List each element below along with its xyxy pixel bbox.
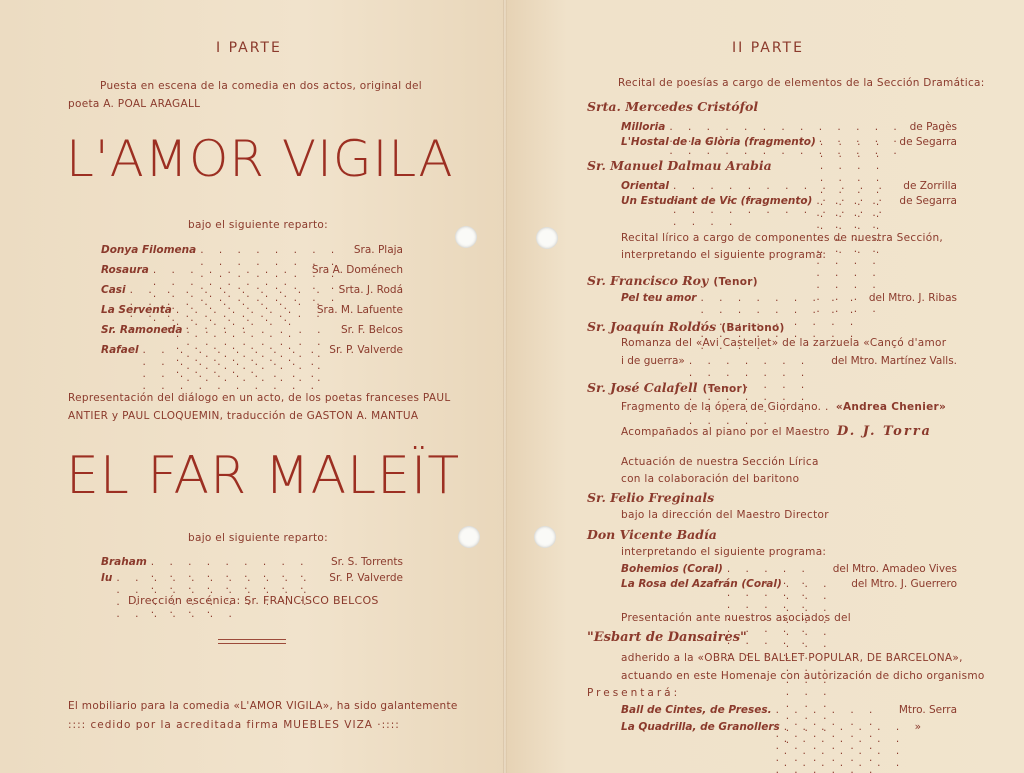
performer-name: Sr. Manuel Dalmau Arabia <box>587 158 772 173</box>
left-page <box>0 0 505 773</box>
footer-line-2: :::: cedido por la acreditada firma MUEBLES VIZA ·:::: <box>68 719 400 731</box>
right-page <box>505 0 1024 773</box>
punch-hole <box>534 526 556 548</box>
cast-actor: Sra A. Doménech <box>311 264 403 276</box>
cast-role: Sr. Ramoneda <box>101 324 183 336</box>
reparto-two: bajo el siguiente reparto: <box>188 532 328 544</box>
actuando-line: actuando en este Homenaje con autorización de dicho organismo <box>621 670 985 682</box>
fragmento-line: Fragmento de la ópera de Giordano. . «Andrea Chenier» <box>621 401 947 413</box>
recital-lirico-2: interpretando el siguiente programa: <box>621 249 827 261</box>
cast-actor: Sra. Plaja <box>353 244 403 256</box>
performer-name: Sr. Joaquín Roldós <box>587 319 717 334</box>
esbart-name: "Esbart de Dansaires" <box>587 630 747 645</box>
singer-two <box>587 316 785 335</box>
dance-author: » <box>914 721 921 733</box>
opera-title: «Andrea Chenier» <box>835 401 947 413</box>
punch-hole <box>458 526 480 548</box>
cast-role: La Serventa <box>101 304 172 316</box>
cast-role: Rafael <box>101 344 139 356</box>
pianist-name: D. J. Torra <box>836 424 932 439</box>
voice-type: (Baritono) <box>721 322 785 334</box>
work-author: del Mtro. Martínez Valls. <box>831 355 957 367</box>
program-row <box>621 721 921 773</box>
voice-type: (Tenor) <box>713 276 758 288</box>
punch-hole <box>455 226 477 248</box>
cast-role: Braham <box>101 556 147 568</box>
work-author: de Segarra <box>899 195 957 207</box>
voice-type: (Tenor) <box>702 383 748 395</box>
director-name: Don Vicente Badía <box>587 527 717 542</box>
work-title: i de guerra» <box>621 355 685 367</box>
romanza-line: Romanza del «Avi Castellet» de la zarzuela «Cançó d'amor <box>621 337 947 349</box>
cast-actor: Srta. J. Rodá <box>338 284 403 296</box>
lirica-line-2: con la colaboración del baritono <box>621 473 800 485</box>
dance-title: La Quadrilla, de Granollers <box>621 721 780 733</box>
work-title: Bohemios (Coral) <box>621 563 723 575</box>
work-author: del Mtro. J. Guerrero <box>851 578 957 590</box>
cast-actor: Sra. M. Lafuente <box>316 304 403 316</box>
cast-role: Iu <box>101 572 113 584</box>
singer-one <box>587 270 758 289</box>
presentacion-line: Presentación ante nuestros asociados del <box>621 612 852 624</box>
work-author: del Mtro. Amadeo Vives <box>832 563 957 575</box>
baritone-name: Sr. Felio Freginals <box>587 490 715 505</box>
work-title: Oriental <box>621 180 670 192</box>
work-author: del Mtro. J. Ribas <box>868 292 957 304</box>
cast-role: Rosaura <box>101 264 149 276</box>
program-intro: interpretando el siguiente programa: <box>621 546 827 558</box>
play-one-title: L'AMOR VIGILA <box>66 130 454 188</box>
piano-line <box>621 424 932 439</box>
work-author: de Pagès <box>909 121 957 133</box>
work-title: L'Hostal de la Glòria (fragmento) <box>621 136 816 148</box>
presentara-line: Presentará: <box>587 687 681 699</box>
reparto-one: bajo el siguiente reparto: <box>188 219 328 231</box>
direccion-escenica: Dirección escénica: Sr. FRANCISCO BELCOS <box>128 594 379 607</box>
footer-line-1: El mobiliario para la comedia «L'AMOR VIGILA», ha sido galantemente <box>68 700 458 712</box>
repr-line-2: ANTIER y PAUL CLOQUEMIN, traducción de GASTON A. MANTUA <box>68 410 419 422</box>
lirica-line-1: Actuación de nuestra Sección Lírica <box>621 456 819 468</box>
cast-actor: Sr. P. Valverde <box>329 344 403 356</box>
cast-actor: Sr. F. Belcos <box>341 324 403 336</box>
center-fold <box>503 0 507 773</box>
work-title: Pel teu amor <box>621 292 697 304</box>
divider-top <box>218 639 286 640</box>
dance-author: Mtro. Serra <box>898 704 957 716</box>
divider-bottom <box>218 643 286 644</box>
performer-name: Sr. Francisco Roy <box>587 273 709 288</box>
intro-line-2: poeta A. POAL ARAGALL <box>68 98 201 110</box>
work-title: Milloria <box>621 121 666 133</box>
part-two-heading: II PARTE <box>732 40 804 56</box>
cast-actor: Sr. P. Valverde <box>329 572 403 584</box>
recital-poesias: Recital de poesías a cargo de elementos de la Sección Dramática: <box>618 77 985 89</box>
work-title: Un Estudiant de Vic (fragmento) <box>621 195 813 207</box>
fragmento-text: Fragmento de la ópera de Giordano. <box>621 401 822 413</box>
adherido-line: adherido a la «OBRA DEL BALLET POPULAR, DE BARCELONA», <box>621 652 963 664</box>
recital-lirico-1: Recital lírico a cargo de componentes de nuestra Sección, <box>621 232 944 244</box>
direction-line: bajo la dirección del Maestro Director <box>621 509 829 521</box>
cast-actor: Sr. S. Torrents <box>330 556 403 568</box>
cast-role: Donya Filomena <box>101 244 197 256</box>
intro-line-1: Puesta en escena de la comedia en dos actos, original del <box>100 80 423 92</box>
piano-text: Acompañados al piano por el Maestro <box>621 426 830 438</box>
performer-name: Srta. Mercedes Cristófol <box>587 99 759 114</box>
singer-three <box>587 377 747 396</box>
work-author: de Zorrilla <box>903 180 957 192</box>
part-one-heading: I PARTE <box>216 40 282 56</box>
punch-hole <box>536 227 558 249</box>
repr-line-1: Representación del diálogo en un acto, de los poetas franceses PAUL <box>68 392 451 404</box>
dance-title: Ball de Cintes, de Preses. <box>621 704 772 716</box>
cast-row <box>101 344 403 392</box>
play-two-title: EL FAR MALEÏT <box>66 446 461 506</box>
cast-role: Casi <box>101 284 126 296</box>
work-author: de Segarra <box>899 136 957 148</box>
performer-name: Sr. José Calafell <box>587 380 698 395</box>
work-title: La Rosa del Azafrán (Coral) <box>621 578 782 590</box>
